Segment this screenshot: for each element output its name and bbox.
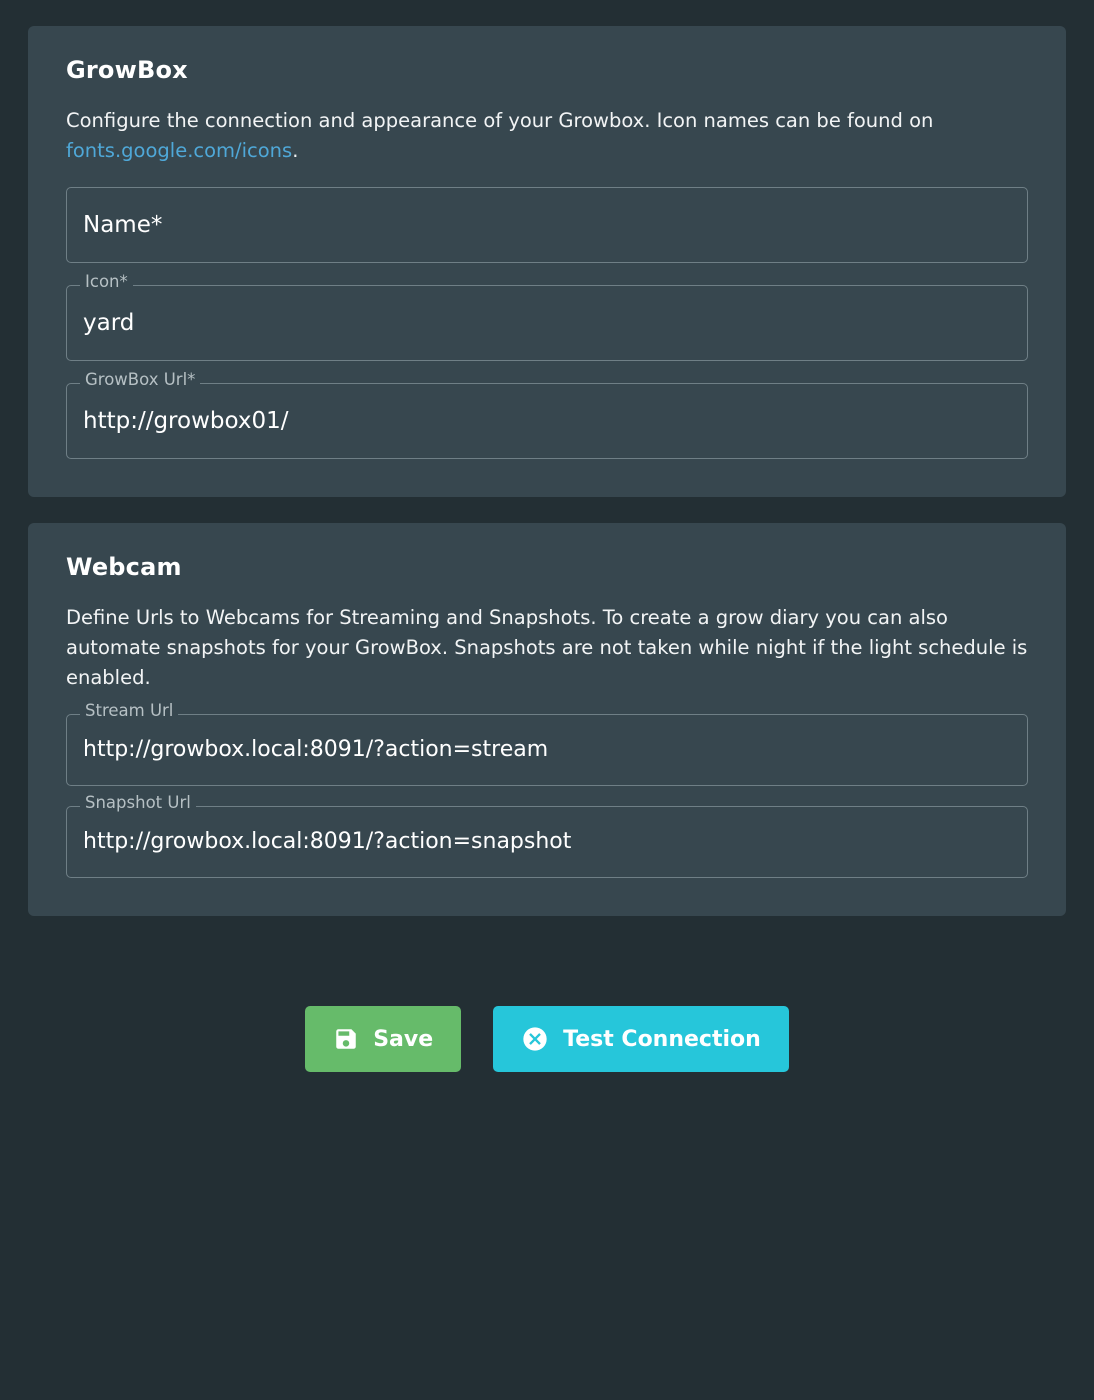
growbox-icon-field[interactable]: [66, 272, 1028, 361]
growbox-url-label: GrowBox Url*: [80, 372, 200, 389]
growbox-url-input-box[interactable]: [66, 383, 1028, 459]
stream-url-label: Stream Url: [80, 703, 178, 720]
growbox-icon-input-box[interactable]: [66, 285, 1028, 361]
save-floppy-icon: [333, 1026, 359, 1052]
growbox-description-text: Configure the connection and appearance of your Growbox. Icon names can be found on: [66, 109, 934, 132]
webcam-title: Webcam: [66, 553, 182, 582]
growbox-url-input[interactable]: http://growbox01/: [83, 409, 289, 433]
stream-url-input-box[interactable]: [66, 714, 1028, 786]
growbox-icon-input[interactable]: yard: [83, 311, 135, 335]
snapshot-url-input[interactable]: http://growbox.local:8091/?action=snapshot: [83, 831, 572, 854]
growbox-icon-label: Icon*: [80, 274, 133, 291]
snapshot-url-field[interactable]: [66, 793, 1028, 878]
growbox-name-field[interactable]: [66, 187, 1028, 263]
growbox-name-input-box[interactable]: [66, 187, 1028, 263]
growbox-card: [28, 26, 1066, 497]
webcam-card: [28, 523, 1066, 916]
growbox-title: GrowBox: [66, 56, 188, 84]
webcam-description: Define Urls to Webcams for Streaming and Snapshots. To create a grow diary you can also automate snapshots for your GrowBox. Snapshots are not taken while night if the light schedule is enabled.: [66, 606, 1028, 689]
action-bar: [28, 1006, 1066, 1072]
growbox-description: [66, 106, 1028, 165]
growbox-url-field[interactable]: [66, 370, 1028, 459]
snapshot-url-input-box[interactable]: [66, 806, 1028, 878]
stream-url-input[interactable]: http://growbox.local:8091/?action=stream: [83, 739, 549, 762]
test-connection-button-label: Test Connection: [563, 1026, 761, 1052]
growbox-name-input[interactable]: Name*: [83, 213, 163, 237]
stream-url-field[interactable]: [66, 701, 1028, 786]
google-icons-link[interactable]: fonts.google.com/icons: [66, 138, 293, 162]
snapshot-url-label: Snapshot Url: [80, 795, 196, 812]
test-connection-button[interactable]: [493, 1006, 789, 1072]
growbox-description-period: .: [292, 138, 299, 162]
cancel-circle-x-icon: [521, 1025, 549, 1053]
save-button[interactable]: [305, 1006, 461, 1072]
save-button-label: Save: [373, 1026, 434, 1052]
